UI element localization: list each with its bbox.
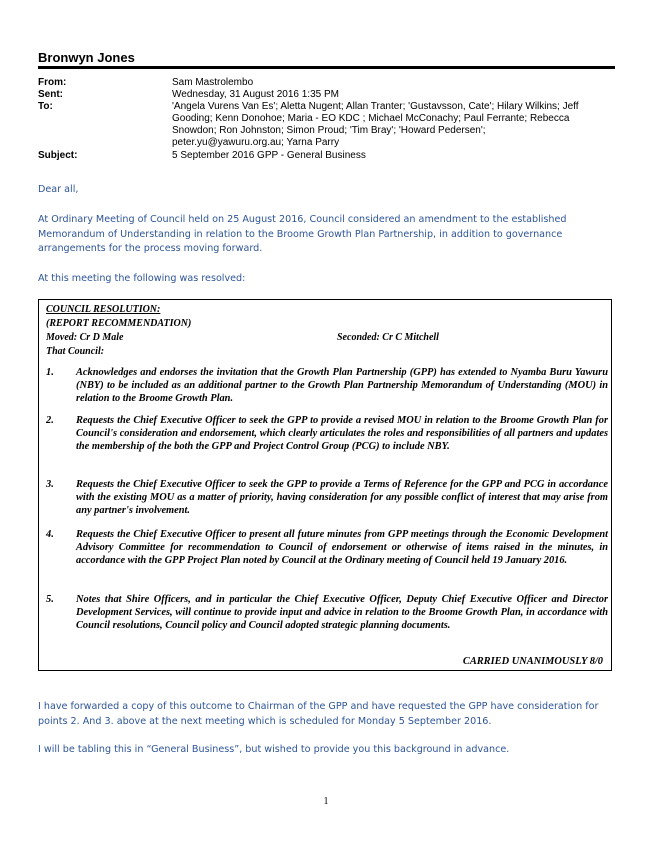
item-text: Acknowledges and endorses the invitation that the Growth Plan Partnership (GPP) has extended to Nyamba Buru Yawuru (NBY) to be included as an additional partner to the Growth Plan Partnership Memorandum of Understanding (MOU) in relation to the Broome Growth Plan. [76, 367, 608, 404]
item-text: Requests the Chief Executive Officer to seek the GPP to provide a revised MOU in relation to the Broome Growth Plan for Council's consideration and endorsement, which clearly articulates the roles and responsibilities of all partners and updates the membership of the both the GPP and Project Control Group (PCG) to include NBY. [76, 415, 608, 452]
to-label: To: [38, 101, 53, 112]
subject-label: Subject: [38, 150, 78, 161]
page-number: 1 [323, 796, 329, 807]
item-number: 5. [46, 594, 54, 605]
carried-status: CARRIED UNANIMOUSLY 8/0 [462, 656, 603, 667]
tabling-paragraph: I will be tabling this in “General Business”, but wished to provide you this background in advance. [38, 744, 510, 755]
to-recipients [172, 101, 617, 149]
that-council: That Council: [46, 346, 105, 357]
item-text: Notes that Shire Officers, and in particular the Chief Executive Officer, Deputy Chief Executive Officer and Director Development Services, will continue to provide input and advice in relation to the Broome Growth Plan, in accordance with Council resolutions, Council policy and Council adopted strategic planning documents. [76, 594, 608, 631]
council-resolution-box [38, 299, 612, 671]
header-divider [38, 66, 615, 69]
resolution-subheading: (REPORT RECOMMENDATION) [46, 318, 192, 329]
forwarded-paragraph: I have forwarded a copy of this outcome to Chairman of the GPP and have requested the GPP have consideration for points 2. And 3. above at the next meeting which is scheduled for Monday 5 September 2016. [38, 701, 599, 727]
seconded-by: Seconded: Cr C Mitchell [337, 332, 439, 343]
item-text: Requests the Chief Executive Officer to present all future minutes from GPP meetings through the Economic Development Advisory Committee for recommendation to Council of endorsement or otherwise of items raised in the minutes, in accordance with the GPP Project Plan noted by Council at the Ordinary meeting of Council held 19 January 2016. [76, 529, 608, 566]
item-number: 4. [46, 529, 54, 540]
to-line: peter.yu@yawuru.org.au; Yarna Parry [172, 137, 340, 148]
from-label: From: [38, 77, 67, 88]
intro-paragraph: At Ordinary Meeting of Council held on 25 August 2016, Council considered an amendment to the established Memorandum of Understanding in relation to the Broome Growth Plan Partnership, in addition to governance arrangements for the process moving forward. [38, 214, 567, 254]
item-number: 3. [46, 479, 54, 490]
to-line: Gooding; Kenn Donohoe; Maria - EO KDC ; Michael McConachy; Paul Ferrante; Rebecca [172, 113, 570, 124]
item-text: Requests the Chief Executive Officer to seek the GPP to provide a Terms of Reference for the GPP and PCG in accordance with the existing MOU as a matter of priority, having consideration for any possible conflict of interest that may arise from any partner's involvement. [76, 479, 608, 516]
sender-name: Bronwyn Jones [38, 50, 135, 65]
resolution-heading: COUNCIL RESOLUTION: [46, 304, 161, 315]
to-line: Snowdon; Ron Johnston; Simon Proud; 'Tim Bray'; 'Howard Pedersen'; [172, 125, 486, 136]
resolved-intro: At this meeting the following was resolved: [38, 273, 246, 284]
item-number: 2. [46, 415, 54, 426]
greeting: Dear all, [38, 184, 79, 195]
sent-value: Wednesday, 31 August 2016 1:35 PM [172, 89, 339, 100]
moved-by: Moved: Cr D Male [46, 332, 124, 343]
to-line: 'Angela Vurens Van Es'; Aletta Nugent; Allan Tranter; 'Gustavsson, Cate'; Hilary Wilkins; Jeff [172, 101, 579, 112]
subject-value: 5 September 2016 GPP - General Business [172, 150, 366, 161]
sent-label: Sent: [38, 89, 63, 100]
from-value: Sam Mastrolembo [172, 77, 254, 88]
item-number: 1. [46, 367, 54, 378]
